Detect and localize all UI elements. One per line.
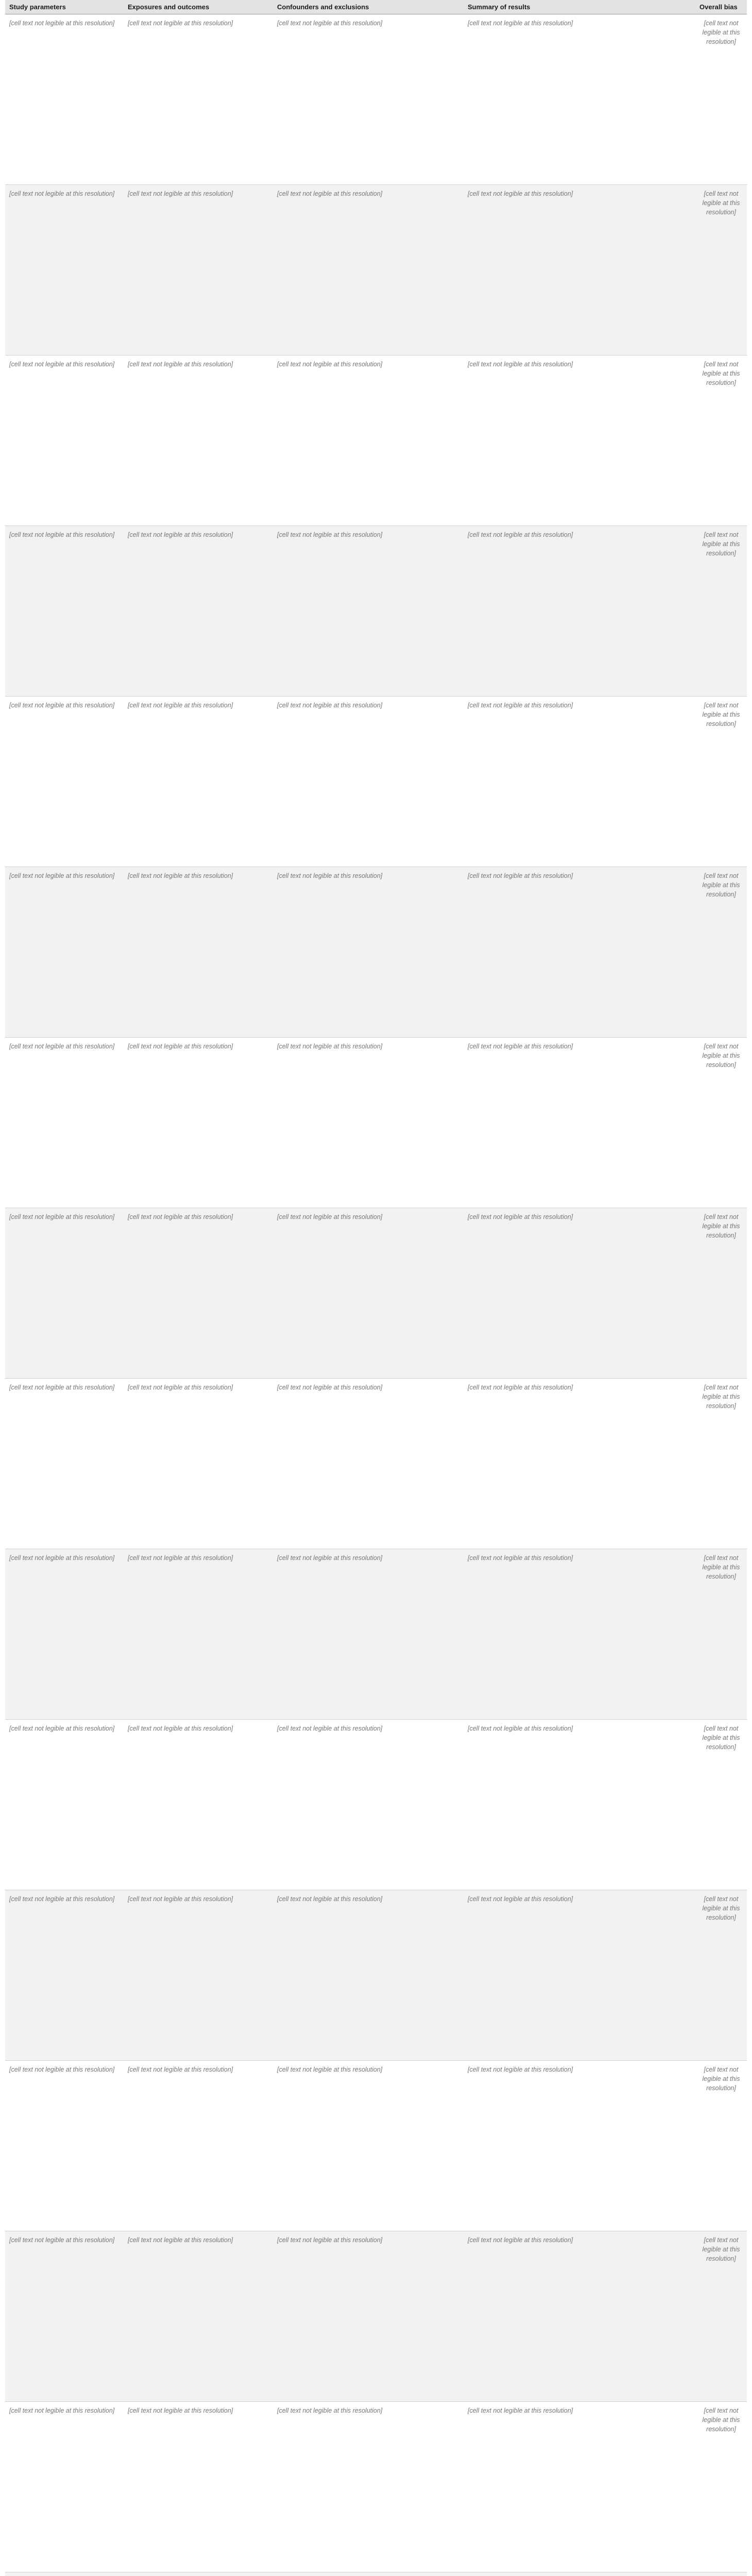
cell-study-parameters: [cell text not legible at this resolution] [5, 14, 124, 185]
cell-study-parameters: [cell text not legible at this resolution] [5, 2061, 124, 2231]
cell-confounders-exclusions: [cell text not legible at this resolution] [273, 1208, 464, 1379]
cell-exposures-outcomes [124, 2572, 273, 2576]
table-row [5, 2231, 747, 2402]
cell-overall-bias: [cell text not legible at this resolution] [695, 1890, 747, 2061]
cell-overall-bias: [cell text not legible at this resolution] [695, 185, 747, 355]
cell-exposures-outcomes: [cell text not legible at this resolution] [124, 1549, 273, 1720]
cell-exposures-outcomes: [cell text not legible at this resolution] [124, 14, 273, 185]
header-summary-of-results: Summary of results [464, 0, 695, 14]
cell-overall-bias: [cell text not legible at this resolution] [695, 2402, 747, 2572]
cell-confounders-exclusions: [cell text not legible at this resolution] [273, 355, 464, 526]
table-row [5, 2402, 747, 2572]
cell-confounders-exclusions: [cell text not legible at this resolution] [273, 2402, 464, 2572]
cell-study-parameters: [cell text not legible at this resolution] [5, 1379, 124, 1549]
cell-overall-bias: [cell text not legible at this resolution] [695, 1208, 747, 1379]
cell-confounders-exclusions: [cell text not legible at this resolution] [273, 867, 464, 1038]
cell-overall-bias: [cell text not legible at this resolution] [695, 1379, 747, 1549]
cell-summary-of-results: [cell text not legible at this resolution] [464, 526, 695, 697]
cell-overall-bias: [cell text not legible at this resolution] [695, 1038, 747, 1208]
cell-exposures-outcomes: [cell text not legible at this resolution] [124, 697, 273, 867]
table-row [5, 14, 747, 185]
table-row [5, 526, 747, 697]
cell-summary-of-results: [cell text not legible at this resolution] [464, 1549, 695, 1720]
cell-study-parameters: [cell text not legible at this resolution] [5, 1890, 124, 2061]
table-row [5, 1549, 747, 1720]
table-row [5, 1720, 747, 1890]
cell-confounders-exclusions: [cell text not legible at this resolution] [273, 1379, 464, 1549]
cell-overall-bias: [cell text not legible at this resolution] [695, 526, 747, 697]
cell-summary-of-results: [cell text not legible at this resolution] [464, 867, 695, 1038]
header-study-parameters: Study parameters [5, 0, 124, 14]
cell-confounders-exclusions: [cell text not legible at this resolution] [273, 697, 464, 867]
cell-exposures-outcomes: [cell text not legible at this resolution] [124, 2402, 273, 2572]
cell-overall-bias: [cell text not legible at this resolution] [695, 867, 747, 1038]
cell-exposures-outcomes: [cell text not legible at this resolution] [124, 2231, 273, 2402]
cell-summary-of-results: [cell text not legible at this resolution] [464, 2061, 695, 2231]
cell-exposures-outcomes: [cell text not legible at this resolution] [124, 1038, 273, 1208]
table-row [5, 1208, 747, 1379]
cell-exposures-outcomes: [cell text not legible at this resolution] [124, 355, 273, 526]
cell-study-parameters: [cell text not legible at this resolution] [5, 697, 124, 867]
header-exposures-outcomes: Exposures and outcomes [124, 0, 273, 14]
cell-study-parameters [5, 2572, 124, 2576]
cell-overall-bias [695, 2572, 747, 2576]
cell-study-parameters: [cell text not legible at this resolution] [5, 185, 124, 355]
cell-confounders-exclusions: [cell text not legible at this resolution] [273, 2061, 464, 2231]
cell-summary-of-results: [cell text not legible at this resolution] [464, 697, 695, 867]
cell-study-parameters: [cell text not legible at this resolution] [5, 1549, 124, 1720]
table-row [5, 2061, 747, 2231]
cell-exposures-outcomes: [cell text not legible at this resolution] [124, 867, 273, 1038]
cell-study-parameters: [cell text not legible at this resolution] [5, 1720, 124, 1890]
cell-overall-bias: [cell text not legible at this resolution] [695, 14, 747, 185]
cell-study-parameters: [cell text not legible at this resolution] [5, 2231, 124, 2402]
cell-confounders-exclusions [273, 2572, 464, 2576]
cell-overall-bias: [cell text not legible at this resolution] [695, 1549, 747, 1720]
cell-summary-of-results: [cell text not legible at this resolution] [464, 14, 695, 185]
header-row [5, 0, 747, 14]
table-row [5, 867, 747, 1038]
cell-summary-of-results: [cell text not legible at this resolution] [464, 2402, 695, 2572]
cell-exposures-outcomes: [cell text not legible at this resolution] [124, 1379, 273, 1549]
cell-confounders-exclusions: [cell text not legible at this resolution] [273, 1890, 464, 2061]
cell-summary-of-results: [cell text not legible at this resolution] [464, 355, 695, 526]
header-overall-bias: Overall bias [695, 0, 747, 14]
table-body [5, 14, 747, 2576]
cell-exposures-outcomes: [cell text not legible at this resolution] [124, 1720, 273, 1890]
results-table [5, 0, 747, 2576]
cell-overall-bias: [cell text not legible at this resolution] [695, 2061, 747, 2231]
cell-overall-bias: [cell text not legible at this resolution] [695, 1720, 747, 1890]
table-row [5, 1379, 747, 1549]
cell-exposures-outcomes: [cell text not legible at this resolution] [124, 1208, 273, 1379]
cell-study-parameters: [cell text not legible at this resolution] [5, 867, 124, 1038]
table-row [5, 697, 747, 867]
cell-study-parameters: [cell text not legible at this resolution] [5, 1038, 124, 1208]
cell-summary-of-results: [cell text not legible at this resolution] [464, 185, 695, 355]
cell-confounders-exclusions: [cell text not legible at this resolution] [273, 2231, 464, 2402]
cell-summary-of-results: [cell text not legible at this resolution] [464, 1208, 695, 1379]
cell-study-parameters: [cell text not legible at this resolution] [5, 526, 124, 697]
table-row [5, 1038, 747, 1208]
cell-exposures-outcomes: [cell text not legible at this resolution] [124, 526, 273, 697]
cell-exposures-outcomes: [cell text not legible at this resolution] [124, 2061, 273, 2231]
cell-overall-bias: [cell text not legible at this resolution] [695, 697, 747, 867]
cell-summary-of-results: [cell text not legible at this resolution] [464, 2231, 695, 2402]
cell-exposures-outcomes: [cell text not legible at this resolution] [124, 185, 273, 355]
cell-study-parameters: [cell text not legible at this resolution] [5, 1208, 124, 1379]
cell-confounders-exclusions: [cell text not legible at this resolution] [273, 1549, 464, 1720]
cell-summary-of-results: [cell text not legible at this resolution] [464, 1720, 695, 1890]
cell-confounders-exclusions: [cell text not legible at this resolution] [273, 526, 464, 697]
cell-confounders-exclusions: [cell text not legible at this resolution] [273, 1720, 464, 1890]
cell-summary-of-results: [cell text not legible at this resolution] [464, 1890, 695, 2061]
cell-exposures-outcomes: [cell text not legible at this resolution] [124, 1890, 273, 2061]
table-row [5, 1890, 747, 2061]
cell-study-parameters: [cell text not legible at this resolution] [5, 2402, 124, 2572]
table-row [5, 185, 747, 355]
cell-summary-of-results: [cell text not legible at this resolution] [464, 1379, 695, 1549]
table-row [5, 2572, 747, 2576]
cell-study-parameters: [cell text not legible at this resolution] [5, 355, 124, 526]
cell-overall-bias: [cell text not legible at this resolution] [695, 355, 747, 526]
cell-overall-bias: [cell text not legible at this resolution] [695, 2231, 747, 2402]
header-confounders-exclusions: Confounders and exclusions [273, 0, 464, 14]
cell-confounders-exclusions: [cell text not legible at this resolution] [273, 14, 464, 185]
table-header [5, 0, 747, 14]
cell-summary-of-results: [cell text not legible at this resolution] [464, 1038, 695, 1208]
cell-confounders-exclusions: [cell text not legible at this resolution] [273, 1038, 464, 1208]
cell-confounders-exclusions: [cell text not legible at this resolution] [273, 185, 464, 355]
cell-summary-of-results [464, 2572, 695, 2576]
table-row [5, 355, 747, 526]
